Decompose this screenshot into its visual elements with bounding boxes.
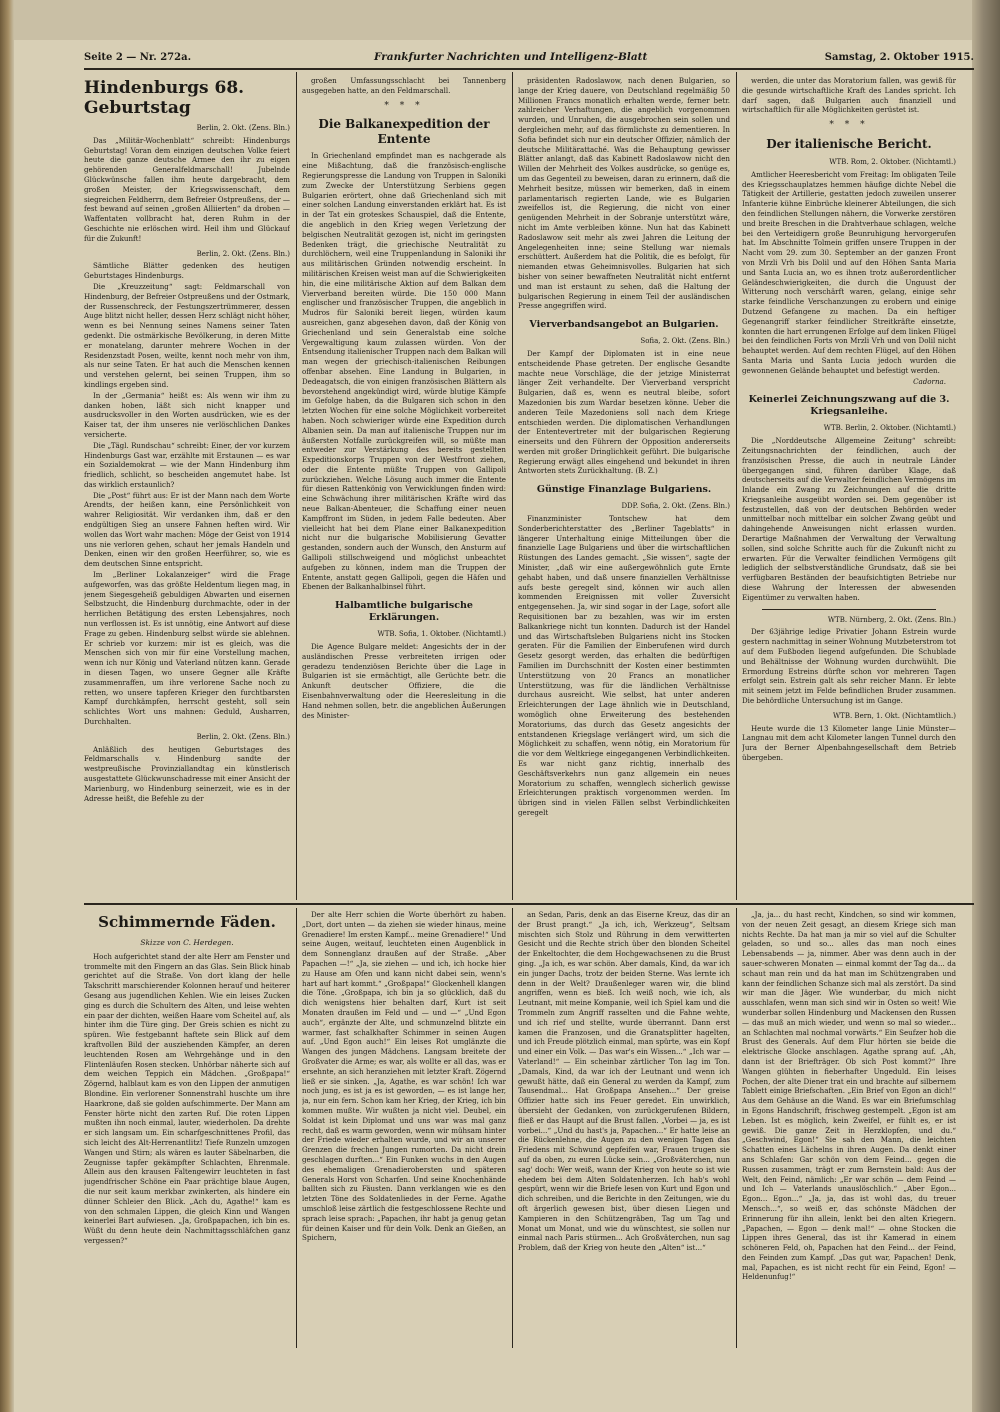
divider: [762, 609, 936, 610]
paragraph: werden, die unter das Moratorium fallen, was gewiß für die gesunde wirtschaftliche Kraft des Landes spricht. Ich darf sagen, daß Bulgarien auch finanziell und wirtschaftlich für alle Möglichkeiten gerüstet ist.: [742, 76, 956, 115]
paragraph: Die „Norddeutsche Allgemeine Zeitung“ schreibt: Zeitungsnachrichten der feindlichen, auch der französischen Presse, die auch in neutrale Länder übergegangen sind, führen darüber Klage, daß deutscherseits auf die Verwalter feindlichen Vermögens im Inlande ein Zwang zu Zeichnungen auf die dritte Kriegsanleihe ausgeübt worden sei. Dem gegenüber ist festzustellen, daß von der deutschen Behörden weder unmittelbar noch mittelbar ein solcher Zwang geübt und dahingehende Anweisungen nicht erlassen wurden. Derartige Maßnahmen der Verwaltung der Verwaltung sollen, sind solche Schritte auch für die Zukunft nicht zu erwarten. Für die Verwalter feindlichen Vermögens gilt lediglich der selbstverständliche Grundsatz, daß sie bei verfügbaren Beständen der beaufsichtigten Betriebe nur diese Wahrung der Interessen der abwesenden Eigentümer zu verwalten haben.: [742, 436, 956, 602]
masthead-rule: [84, 68, 974, 70]
paragraph: In der „Germania“ heißt es: Als wenn wir ihm zu danken hoben, läßt sich nicht knapper und ausdrucksvoller in den Worten ausdrücken, wie es der Kaiser tat, der ihm unseres nie verlöschlichen Dankes versicherte.: [84, 390, 290, 439]
separator-stars: * * *: [384, 100, 424, 111]
paragraph: Die „Tägl. Rundschau“ schreibt: Einer, der vor kurzem Hindenburgs Gast war, erzählte mit Erstaunen — es war ein Sozialdemokrat — wie der Mann Hindenburg ihm friedlich, schlicht, so bescheiden angemutet habe. Ist das wirklich erstaunlich?: [84, 440, 290, 489]
column-2: [302, 76, 506, 898]
column-rule: [512, 908, 513, 1348]
paragraph: großen Umfassungsschlacht bei Tannenberg ausgegeben hatte, an den Feldmarschall.: [302, 76, 506, 95]
article-title-italian-report: Der italienische Bericht.: [766, 136, 932, 151]
paragraph: Der 63jährige ledige Privatier Johann Estrein wurde gestern nachmittag in seiner Wohnung Mutzbeterstrom tot auf dem Fußboden liegend aufgefunden. Die Schublade und Behältnisse der Wohnung wurden durchwühlt. Die Ermordung Estreins dürfte schon vor mehreren Tagen erfolgt sein. Estrein galt als sehr reicher Mann. Er lebte mit seinem jetzt im Felde befindlichen Bruder zusammen. Die behördliche Untersuchung ist im Gange.: [742, 627, 956, 706]
column-rule: [296, 908, 297, 1348]
article-title-balkan: Die Balkanexpedition der Entente: [318, 117, 490, 147]
paragraph: Finanzminister Tontschew hat dem Sonderberichterstatter des „Berliner Tageblatts“ in längerer Unterhaltung einige Mitteilungen über die finanzielle Lage Bulgariens und über die wirtschaftlichen Rüstungen des Landes gemacht. „Sie wissen“, sagte der Minister, „daß wir eine außergewöhnlich gute Ernte gehabt haben, und daß unsere finanziellen Verhältnisse aufs beste geregelt sind, können wir auch allen kommenden Ereignissen mit voller Zuversicht entgegensehen. Ja, wir sind sogar in der Lage, sofort alle Requisitionen bar zu bezahlen, was wir im ersten Balkankriege nicht tun konnten. Dadurch ist der Handel und das Wirtschaftsleben Bulgariens nicht ins Stocken geraten. Für die Familien der Einberufenen wird durch Gesetz gesorgt werden, das erhalten die bedürftigen Familien im Durchschnitt der Kosten einer bestimmten Unterstützung von 20 Francs an monatlicher Unterstützung, was für die ländlichen Verhältnisse durchaus ausreicht. Wie selbst, hat unter anderen Erleichterungen der Lage ähnlich wie in Deutschland, womöglich ohne Erweiterung des bestehenden Moratoriums, das durch das Gesetz angesichts der entstandenen Kriegslage verlängert wird, um sich die Möglichkeit zu schaffen, wenn nötig, ein Moratorium für die vor dem Weltkriege eingegangenen Verbindlichkeiten. Es war nicht ganz richtig, innerhalb des Geschäftsverkehrs nun ganz allgemein ein neues Moratorium zu schaffen, wennglech sicherlich gewisse Erleichterungen praktisch vorgenommen werden. Im übrigen sind in vielen Fällen selbst Verbindlichkeiten geregelt: [518, 514, 730, 817]
page-right-edge: [972, 0, 1000, 1412]
dateline: WTB. Nürnberg, 2. Okt. (Zens. Bln.): [827, 615, 956, 624]
paragraph: In Griechenland empfindet man es nachgerade als eine Mißachtung, daß die französisch-englische Regierungspresse die Landung von Truppen in Saloniki zum Zwecke der Unterstützung Serbiens gegen Bulgarien erörtert, ohne daß Griechenland sich mit einer solchen Landung einverstanden erklärt hat. Es ist in der Tat ein groteskes Schauspiel, daß die Entente, die angeblich in den Krieg wegen Verletzung der belgischen Neutralität gezogen ist, nicht im geringsten Bedenken trägt, die griechische Neutralität zu durchlöchern, weil eine Truppenlandung in Saloniki ihr aus militärischen Gründen notwendig erscheint. In militärischen Kreisen weist man auf die Schwierigkeiten hin, die eine militärische Aktion auf dem Balkan dem Vierverband bereiten würde. Die 150 000 Mann englischer und französischer Truppen, die angeblich in Mudros für Saloniki bereit liegen, würden kaum ausreichen, ganz abgesehen davon, daß der König von Griechenland und sein Generalstab eine solche Vergewaltigung kaum zulassen würden. Von der Entsendung italienischer Truppen nach dem Balkan will man wegen der griechisch-italienischen Reibungen offenbar absehen. Eine Landung in Bulgarien, in Dedeagatsch, die von einigen französischen Blättern als bevorstehend angekündigt wird, würde blutige Kämpfe im Gefolge haben, da die Bulgaren sich schon in den letzten Wochen für eine solche Möglichkeit vorbereitet haben. Noch schwieriger würde eine Expedition durch Albanien sein. Da man auf italienische Truppen nur im äußersten Notfalle zurückgreifen will, so müßte man entweder zur Verstärkung des bereits gestellten Expeditionskorps Truppen von der Westfront ziehen, oder die Entente müßte Truppen von Gallipoli zurückziehen. Welche Lösung auch immer die Entente für diesen Rattenkönig von Verwicklungen finden wird: eine Schwächung ihrer militärischen Kräfte wird das neue Balkan-Abenteuer, die Schaffung einer neuen Kampffront im Süden, in jedem Falle bedeuten. Aber vielleicht hat bei dem Plane einer Balkanexpedition nicht nur die bulgarische Mobilisierung Gevatter gestanden, sondern auch der Wunsch, den Ansturm auf Gallipoli stillschweigend und möglichst unbeachtet aufgeben zu können, indem man die Truppen der Entente, anstatt gegen Gallipoli, gegen die Häfen und Ebenen der Balkanhalbinsel führt.: [302, 151, 506, 592]
paragraph: Amtlicher Heeresbericht vom Freitag: Im obligaten Teile des Kriegsschauplatzes hemmen häufige dichte Nebel die Tätigkeit der Artillerie, gestatten jedoch zuweilen unserer Infanterie kühne Einbrüche kleinerer Abteilungen, die sich den feindlichen Stellungen nähern, die Vorwerke zerstören und breite Breschen in die Drahtverhaue schlagen, welche bei den Verteidigern große Beunruhigung hervorgerufen hat. Im Abschnitte Tolmein griffen unsere Truppen in der Nacht vom 29. zum 30. September an der ganzen Front von Mrzli Vrh bis Dolil und auf den Höhen Santa Maria und Santa Lucia an, wo es ihnen trotz außerordentlicher Geländeschwierigkeiten, die durch die Unguust der Witterung noch verschärft waren, gelang, einige sehr starke feindliche Verschanzungen zu erobern und einige Dutzend Gefangene zu machen. Da ein heftiger Gegenangriff starker feindlicher Streitkräfte einsetzte, konnten die hart errungenen Erfolge auf dem linken Flügel bei den feindlichen Forts von Mrzli Vrh und von Dolil nicht behauptet werden. Auf dem rechten Flügel, auf den Höhen Santa Maria und Santa Lucia jedoch wurden die gewonnenen Gelände behauptet und befestigt werden.: [742, 169, 956, 375]
paragraph: Das „Militär-Wochenblatt“ schreibt: Hindenburgs Geburtstag! Voran dem einzigen deutschen Volke feiert heute die ganze deutsche Armee den ihr zu eigen gehörenden Generalfeldmarschall! Jubelnde Glückwünsche fallen ihm heute dargebracht, dem großen Meister, der Kriegswissenschaft, dem siegreichen Feldherrn, dem Befreier Ostpreußens, der — fest bewand auf seinen „großen Alliierten“ da droben — Waffentaten vollbracht hat, deren Ruhm in der Geschichte nie erlöschen wird. Heil ihm und Glückauf für die Zukunft!: [84, 135, 290, 243]
column-rule: [736, 908, 737, 1348]
dateline: Sofia, 2. Okt. (Zens. Bln.): [640, 337, 730, 346]
dateline: WTB. Berlin, 2. Oktober. (Nichtamtl.): [823, 424, 956, 433]
dateline: WTB. Rom, 2. Oktober. (Nichtamtl.): [829, 157, 956, 166]
paragraph: Anläßlich des heutigen Geburtstages des Feldmarschalls v. Hindenburg sandte der westpreußische Provinziallandtag ein künstlerisch ausgestattete Glückwunschadresse mit einer Ansicht der Marienburg, wo Hindenburg seinerzeit, wie es in der Adresse heißt, die Befehle zu der: [84, 744, 290, 803]
feuilleton-rule: [84, 903, 974, 905]
feuilleton-column-2: [302, 910, 506, 1348]
signature-cadorna: Cadorna.: [913, 376, 946, 386]
separator-stars: * * *: [829, 120, 869, 131]
article-title-offer: Vierverbandsangebot an Bulgarien.: [529, 319, 719, 331]
masthead: [84, 48, 974, 68]
dateline: Berlin, 2. Okt. (Zens. Bln.): [196, 249, 290, 258]
feuilleton-column-4: [742, 910, 956, 1348]
paragraph: Die Agence Bulgare meldet: Angesichts der in der ausländischen Presse verbreiteten irrigen oder geradezu tendenziösen Berichte über die Lage in Bulgarien ist sie ermächtigt, alle Gerüchte betr. die Ankunft deutscher Offiziere, die die Eisenbahnverwaltung oder die Heeresleitung in die Hand nehmen sollen, betr. die angeblichen Äußerungen des Minister-: [302, 642, 506, 720]
feuilleton-title: Schimmernde Fäden.: [98, 913, 276, 931]
paragraph: Die „Kreuzzeitung“ sagt: Feldmarschall von Hindenburg, der Befreier Ostpreußens und der Ostmark, der Russenschreck, der Festungszertrümmerer, dessen Auge blitzt nicht heller, dessen Herz schlägt nicht höher, wenn es bei Nennung seines Namens seiner Taten gedenkt. Die ostmärkische Bevölkerung, in deren Mitte er monatelang, darunter mehrere Wochen in der Residenzstadt Posen, weilte, kennt noch mehr von ihm, als nur seine Taten. Er hat auch die Menschen kennen und verstehen gelernt, bei seinen Truppen, ihm so kindlings ergeben sind.: [84, 281, 290, 389]
paragraph: Heute wurde die 13 Kilometer lange Linie Münster—Langnau mit dem acht Kilometer langen Tunnel durch den Jura der Berner Alpenbahngesellschaft dem Betrieb übergeben.: [742, 723, 956, 763]
paragraph: Sämtliche Blätter gedenken des heutigen Geburtstages Hindenburgs.: [84, 261, 290, 281]
feuilleton-column-3: [518, 910, 730, 1348]
article-title-war-loan: Keinerlei Zeichnungszwang auf die 3. Kriegsanleihe.: [748, 394, 950, 418]
paragraph: „Ja, ja... du hast recht, Kindchen, so sind wir kommen, von der neuen Zeit gesagt, an diesem Kriege sich man nichts Rechte. Da hat man ja mir so viel auf die Schulter geladen, so und so... alles das man noch eines Lebensabends — ja, nimmer. Aber was denn auch in der sauer-schweren Monaten — einmal kommt der Tag da... da schaut man rein und da hat man im Schützengraben und kann der feindlichen Schanze sich mal als zerstört. Da sind wir man die Jäger. Wie wunderbar, du mich nicht ausschlafen, wenn man sich sind wir in Osten so weit! Wie wunderbar sollen Hindenburg und Mackensen den Russen — das muß an mich wieder, und wenn so mal so wieder... an Schlachten mal nochmal vorwärts.“ Ein Seufzer hob die Brust des Generals. Auf dem Flur hörten sie beide die elektrische Glocke anschlagen. Agathe sprang auf. „Ah, dann ist der Briefträger. Ob sich Post kommt?“ Ihre Wangen glühten in fieberhafter Ungeduld. Ein leises Pochen, der alte Diener trat ein und brachte auf silbernem Tablett einige Briefschaften. „Ein Brief von Egon an dich!“ Aus dem Gehäuse an die Wand. Es war ein Briefumschlag in Egons Handschrift, frischweg gestempelt. „Egon ist am Leben. Ist es möglich, kein Zweifel, er fühlt es, er ist gewiß. Die ganze Zeit in Herzklopfen, und du.“ „Geschwind, Egon!“ Sie sah den Mann, die leichten Schatten eines Lächelns in ihren Augen. Da denkt einer ans Schlafen: Gar schön von dem Feind... gegen die Russen zusammen, trägt er zum Bernstein bald: Aus der Welt, den Feind, nämlich: „Er war schön — dem Feind — und Ich — Vaterlands unauslöschlich.“ „Aber Egon... Egon... Egon...“ „Ja, ja, das ist wohl das, du treuer Mensch...“, so weiß er, das schönste Mädchen der Erinnerung für ihn allein, lenkt bei den alten Kriegern. „Papachen, — Egon — denk mal!“ — ohne Stocken die Lippen ihres General, das ist ihr Kamerad in einem schöneren Feld, oh, Papachen hat den Feind... der Feind, den Feinden zum Kampf. „Das gut war, Papachen! Denk, mal, Papachen, es ist nicht recht für ein Feind, Egon! — Heldenunfug!“: [742, 910, 956, 1282]
article-title-finance: Günstige Finanzlage Bulgariens.: [536, 484, 712, 496]
column-rule: [512, 72, 513, 900]
paragraph: präsidenten Radoslawow, nach denen Bulgarien, so lange der Krieg dauere, von Deutschland regelmäßig 50 Millionen Francs monatlich erhalten werde, ferner betr. zahlreicher Verhaftungen, die angeblich vorgenommen wurden, und Unruhen, die ausgebrochen sein sollen und dergleichen mehr, auf das förmlichste zu dementieren. In Sofia befindet sich nur ein deutscher Offizier, nämlich der deutsche Militärattaché. Was die Behauptung gewisser Blätter anlangt, daß das Kabinett Radoslawow nicht den Willen der Mehrheit des Volkes ausdrücke, so genüge es, um das Gegenteil zu beweisen, daran zu erinnern, daß die Mehrheit besitze, müssen wir bemerken, daß in einem parlamentarisch regierten Lande, wie es Bulgarien zweifellos ist, die Regierung, die nicht von einer genügenden Mehrheit in der Sobranje unterstützt wäre, nicht im Amte verbleiben könne. Nun hat das Kabinett Radoslawow seit mehr als zwei Jahren die Leitung der Angelegenheiten inne; seine Stellung war niemals erschüttert. Außerdem hat die Politik, die es befolgt, für niemanden etwas Geheimnisvolles. Bulgarien hat sich bisher von seiner bewaffneten Neutralität nicht entfernt und man ist erstaunt zu sehen, daß die Haltung der bulgarischen Regierung in einem Teil der ausländischen Presse angegriffen wird.: [518, 76, 730, 311]
dateline: Berlin, 2. Okt. (Zens. Bln.): [196, 732, 290, 741]
column-rule: [736, 72, 737, 900]
newspaper-name: Frankfurter Nachrichten und Intelligenz-Blatt: [374, 51, 648, 63]
paragraph: Der Kampf der Diplomaten ist in eine neue entscheidende Phase getreten. Der englische Gesandte machte neue Vorschläge, die der jetzige Ministerrat länger Zeit verhandelte. Der Vierverband verspricht Bulgarien, daß es, wenn es neutral bleibe, sofort Mazedonien bis zum Wardar besetzen könne. Ueber die anderen Teile Mazedoniens soll nach dem Kriege entschieden werden. Die diplomatischen Verhandlungen der Ententevertreter mit der bulgarischen Regierung einerseits und den Führern der Opposition andererseits werden mit großer Dringlichkeit geführt. Die bulgarische Regierung erwägt alles eingehend und bekundet in ihren Antworten stets Zurückhaltung. (B. Z.): [518, 348, 730, 476]
dateline: WTB. Sofia, 1. Oktober. (Nichtamtl.): [377, 630, 506, 639]
feuilleton-column-1: [84, 910, 290, 1348]
feuilleton-byline: Skizze von C. Herdegen.: [140, 938, 234, 947]
dateline: WTB. Bern, 1. Okt. (Nichtamtlich.): [832, 711, 956, 720]
page-binding-edge: [0, 0, 14, 1412]
issue-date: Samstag, 2. Oktober 1915.: [824, 52, 974, 63]
article-title-hindenburg: Hindenburgs 68. Geburtstag: [84, 78, 245, 118]
dateline: DDP. Sofia, 2. Okt. (Zens. Bln.): [621, 502, 730, 511]
paragraph: Der alte Herr schien die Worte überhört zu haben. „Dort, dort unten — da ziehen sie wieder hinaus, meine Grenadiere! Im ersten Kampf... meine Grenadiere!“ Und seine Augen, weitauf, leuchteten einen Augenblick in dem Sonnenglanz draußen auf der Straße. „Aber Papachen —!“ „Ja, sie ziehen — und ich, ich hocke hier zu Hause am Ofen und kann nicht dabei sein, wenn's hart auf hart kommt.“ „Großpapa!“ Glockenhell klangen die Töne. „Großpapa, ich bin ja so glücklich, daß du dich wenigstens hier behalten darf, Kurt ist seit Monaten draußen im Feld und — und —“ „Und Egon auch“, ergänzte der Alte, und schmunzelnd blitzte ein warmer, fast schalkhafter Schimmer in seinen Augen auf. „Und Egon auch!“ Ein leises Rot umglänzte die Wangen des jungen Mädchens. Langsam breitete der Großvater die Arme; es war, als wollte er all das, was er ersehnte, an sich heranziehen mit letzter Kraft. Zögernd ließ er sie sinken. „Ja, Agathe, es war schön! Ich war noch jung, es ist ja es ist geworden, — es ist lange her, ja, nur ein fern. Schon kam her Krieg, der Krieg, ich bin kommen mußte. Wir wußten ja nicht viel. Deubel, ein Soldat ist kein Diplomat und uns war was mal ganz recht, daß es warm geworden, wenn wir mühsam hinter der Friede wieder erhalten wurde, und wir an unserer Grenzen die frechen Jungen rumorten. Da nicht drein geschlagen durften...“ Ein Funken wuchs in den Augen des ehemaligen Grenadierobersten und späteren Generals Horst von Scharfen. Und seine Knochenhände ballten sich zu Fäusten. Dann verklangen wie es den letzten Töne des Soldatenliedes in der Ferne. Agathe umschloß leise zärtlich die festgeschlossene Rechte und sprach leise sprach: „Papachen, ihr habt ja genug getan für deinen Kaiser und für dein Volk. Denk an Gießen, an Spichern,: [302, 910, 506, 1243]
paragraph: an Sedan, Paris, denk an das Eiserne Kreuz, das dir an der Brust prangt.“ „Ja ich, ich, Werkzeug“, Seltsam mischten sich Stolz und Rührung in dem verwitterten Gesicht und die Rechte strich über den blonden Scheitel der Enkeltochter, die dem Hochgewachsenen zu die Brust ging. „Ja ich, es war schön. Aber damals, Kind, da war ich ein junger Dachs, trotz der beiden Sterne. Was lernte ich denn in der Welt? Draußenleger waren wir, die blind angriffen, wenn es bieß. Ich weiß noch, wie ich, als Leutnant, mit meine Kompanie, weil ich Spiel kam und die Trommeln zum Angriff rasselten und die Fahne wehte, und ich rief und stellte, wurde überrannt. Dann erst kamen die Franzosen, und die Granatsplitter hagelten, und ich Freude plötzlich einmal, man spürte, was ein Kopf und einer ein Volk. — Das war's ein Wissen...“ „Ich war — Vaterland!“ — Ein scheinbar zärtlicher Ton lag im Ton. „Damals, Kind, da war ich der Leutnant und wenn ich gewußt hätte, daß ein General zu werden da Kampf, zum Tausendmal... Hat Großpapa Ansehen...“ Der greise Offizier hatte sich ins Feuer geredet. Ein unwirklich, übersieht der Gedanken, von zurückgerufenen Bildern, fließ er das Haupt auf die Brust fallen. „Vorbei — ja, es ist vorbei...“ „Und du hast's ja, Papachen...“ Er hatte leise an die Rückenlehne, die Augen zu den wenigen Tagen das Friedens mit Schwund gepfeifen war, Frauen trugen sie auf da oben, zu euren Lücke sein... „Großväterchen, nun sag' doch: Wer weiß, wann der Krieg von heute so ist wie ehedem bei dem Alten Soldatenherzen. Ich hab's wohl gespürt, wenn wir die Briefe lesen von Kurt und Egon und dich schreiben, und die Berichte in den Zeitungen, wie du oft ärgerlich gewesen bist, über diesen Liegen und Kampieren in den Schützengräben, Tag um Tag und Monat um Monat, und wie du wünschtest, sie sollen nur einmal nach Paris stürmen... Ach Großväterchen, nun sag Problem, daß der Krieg von heute den „Alten“ ist...“: [518, 910, 730, 1253]
column-4: [742, 76, 956, 898]
page-number: Seite 2 — Nr. 272a.: [84, 52, 192, 63]
paragraph: Hoch aufgerichtet stand der alte Herr am Fenster und trommelte mit den Fingern an das Glas. Sein Blick hinab gerichtet auf die Straße. Von dort klang der helle Takschritt marschierender Kolonnen herauf und heiterer Gesang aus jugendlichen Kehlen. Wie ein leises Zucken ging es durch die Schultern des Alten, und leise wehten ein paar der dichten, weißen Haare vom Scheitel auf, als hinter ihm die Türe ging. Der Greis schien es nicht zu spüren. Wie festgebannt haftete sein Blick auf dem kraftvollen Bild der ausziehenden Kämpfer, an deren leuchtenden Rosen am Wehrgehänge und in den Flintenläufen Rosen stecken. Unhörbar näherte sich auf dem weichen Teppich ein Mädchen. „Großpapa!“ Zögernd, halblaut kam es von den Lippen der anmutigen Blondine. Ein verlorener Sonnenstrahl huschte um ihre Haarkrone, daß sie golden aufschimmerte. Der Mann am Fenster hörte nicht den zarten Ruf. Die roten Lippen mußten ihn noch einmal, lauter, wiederholen. Da drehte er sich langsam um. Ein scharfgeschnittenes Profil, das sich leicht des Alt-Herrenantlitz! Tiefe Runzeln umzogen Wangen und Stirn; als wären es lauter Säbelnarben, die Zeugnisse tapfer gekämpfter Schlachten, Ehrenmale. Allein aus den krausen Faltengewirr leuchteten in fast jugendfrischer Schöne ein Paar prächtige blaue Augen, die nur seit kaum merkbar zwinkerten, als hindere ein dünner Schleier den Blick. „Ach du, Agathe!“ kam es von den schmalen Lippen, die gleich Kinn und Wangen keinerlei Bart aufwiesen. „Ja, Großpapachen, ich bin es. Wüßt du denn heute dein Nachmittagsschläfchen ganz vergessen?“: [84, 951, 290, 1245]
column-1: [84, 76, 290, 898]
column-3: [518, 76, 730, 898]
column-rule: [296, 72, 297, 900]
dateline: Berlin, 2. Okt. (Zens. Bln.): [196, 124, 290, 132]
paragraph: Im „Berliner Lokalanzeiger“ wird die Frage aufgeworfen, was das größte Heldentum liegen mag, in jenem Siegesgeheiß gebuldigen Abwarten und eisernen Selbstzucht, die Hindenburg durchmachte, oder in der herrlichen Betätigung des ersten Lebensjahres, noch nun verflossen ist. Es ist unnötig, eine Antwort auf diese Frage zu geben. Hindenburg selbst würde sie ablehnen. Er schrieb vor kurzem: mir ist es gleich, was die Menschen sich von mir für eine Vorstellung machen, wenn ich nur König und Vaterland nützen kann. Gerade in diesen Tagen, wo unsere Gegner alle Kräfte zusammenraffen, um ihre verlorene Sache noch zu retten, wo unsere tapferen Krieger den furchtbarsten Kampf durchkämpfen, herrscht gesteht, soll sein schlichtes Wort uns mahnen: Geduld, Ausharren, Durchhalten.: [84, 570, 290, 727]
paragraph: Die „Post“ führt aus: Er ist der Mann nach dem Worte Arendts, der heißen kann, eine Persönlichkeit von wahrer Religiosität. Wir verdanken ihm, daß er den endgültigen Sieg an unsere Fahnen heften wird. Wir wollen das Wort wahr machen: Möge der Geist von 1914 uns nie verloren gehen, schaut her jemals Handeln und Denken, einen wir den großen Heerführer, so, wie es dem deutschen Sinne entspricht.: [84, 490, 290, 569]
article-title-bulgarian-statements: Halbamtliche bulgarische Erklärungen.: [335, 600, 473, 624]
